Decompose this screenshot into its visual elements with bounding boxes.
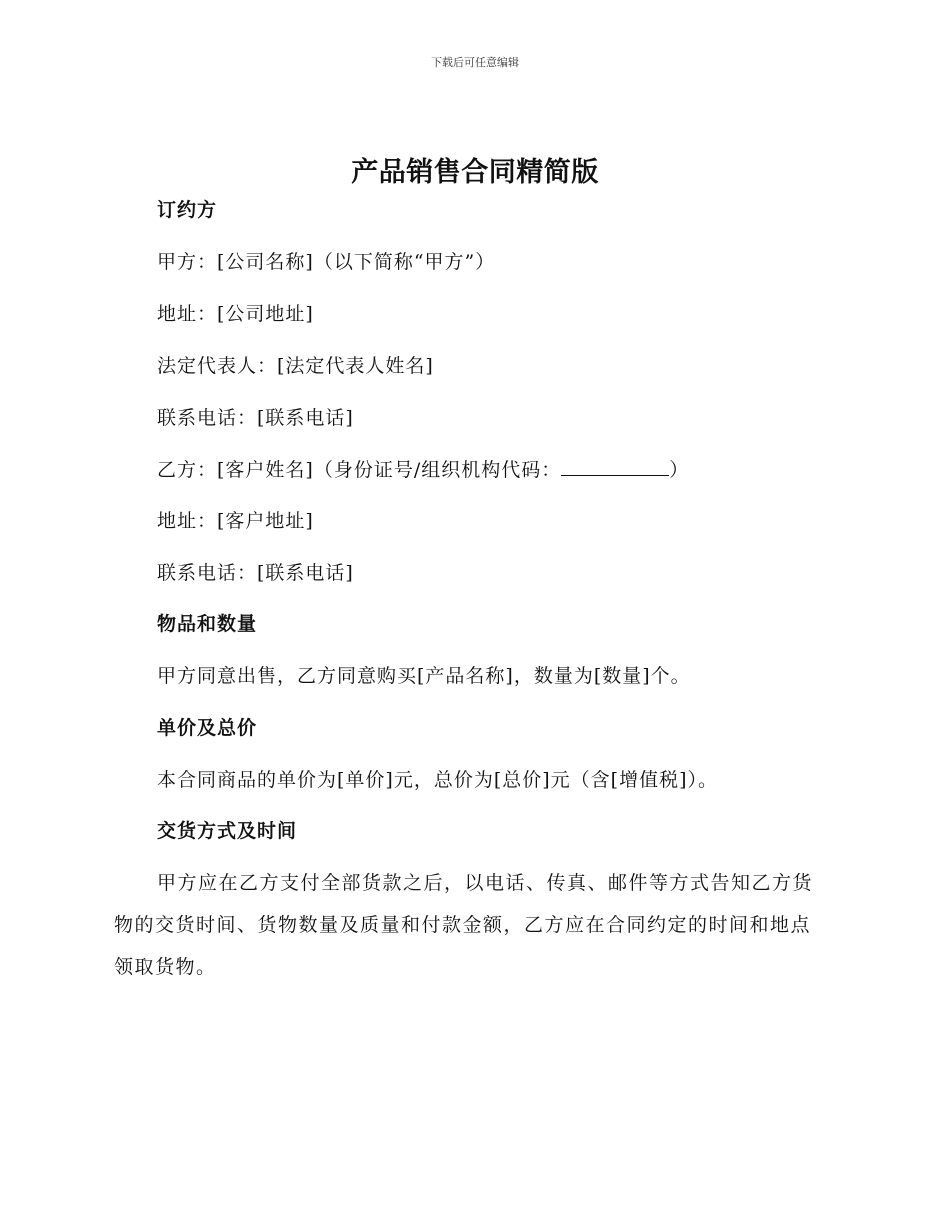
party-b-suffix: ） xyxy=(669,459,690,481)
section-heading-goods: 物品和数量 xyxy=(157,613,258,635)
section-heading-price: 单价及总价 xyxy=(157,717,258,739)
party-a-line: 甲方：[公司名称]（以下简称“甲方”） xyxy=(157,251,496,273)
party-b-phone: 联系电话：[联系电话] xyxy=(157,562,354,584)
party-a-address: 地址：[公司地址] xyxy=(157,303,314,325)
goods-text: 甲方同意出售，乙方同意购买[产品名称]，数量为[数量]个。 xyxy=(157,665,691,687)
party-a-phone: 联系电话：[联系电话] xyxy=(157,407,354,429)
id-blank-field xyxy=(561,457,669,476)
legal-representative: 法定代表人：[法定代表人姓名] xyxy=(157,355,434,377)
party-b-prefix: 乙方：[客户姓名]（身份证号/组织机构代码： xyxy=(157,459,562,481)
party-b-address: 地址：[客户地址] xyxy=(157,510,314,532)
party-b-line xyxy=(157,457,689,482)
price-text: 本合同商品的单价为[单价]元，总价为[总价]元（含[增值税]）。 xyxy=(157,769,718,791)
header-note: 下载后可任意编辑 xyxy=(431,56,519,69)
section-heading-delivery: 交货方式及时间 xyxy=(157,820,298,842)
page-title: 产品销售合同精简版 xyxy=(351,157,599,188)
section-heading-parties: 订约方 xyxy=(157,199,218,221)
delivery-paragraph: 甲方应在乙方支付全部货款之后，以电话、传真、邮件等方式告知乙方货物的交货时间、货物数量及质量和付款金额，乙方应在合同约定的时间和地点领取货物。 xyxy=(114,872,814,978)
